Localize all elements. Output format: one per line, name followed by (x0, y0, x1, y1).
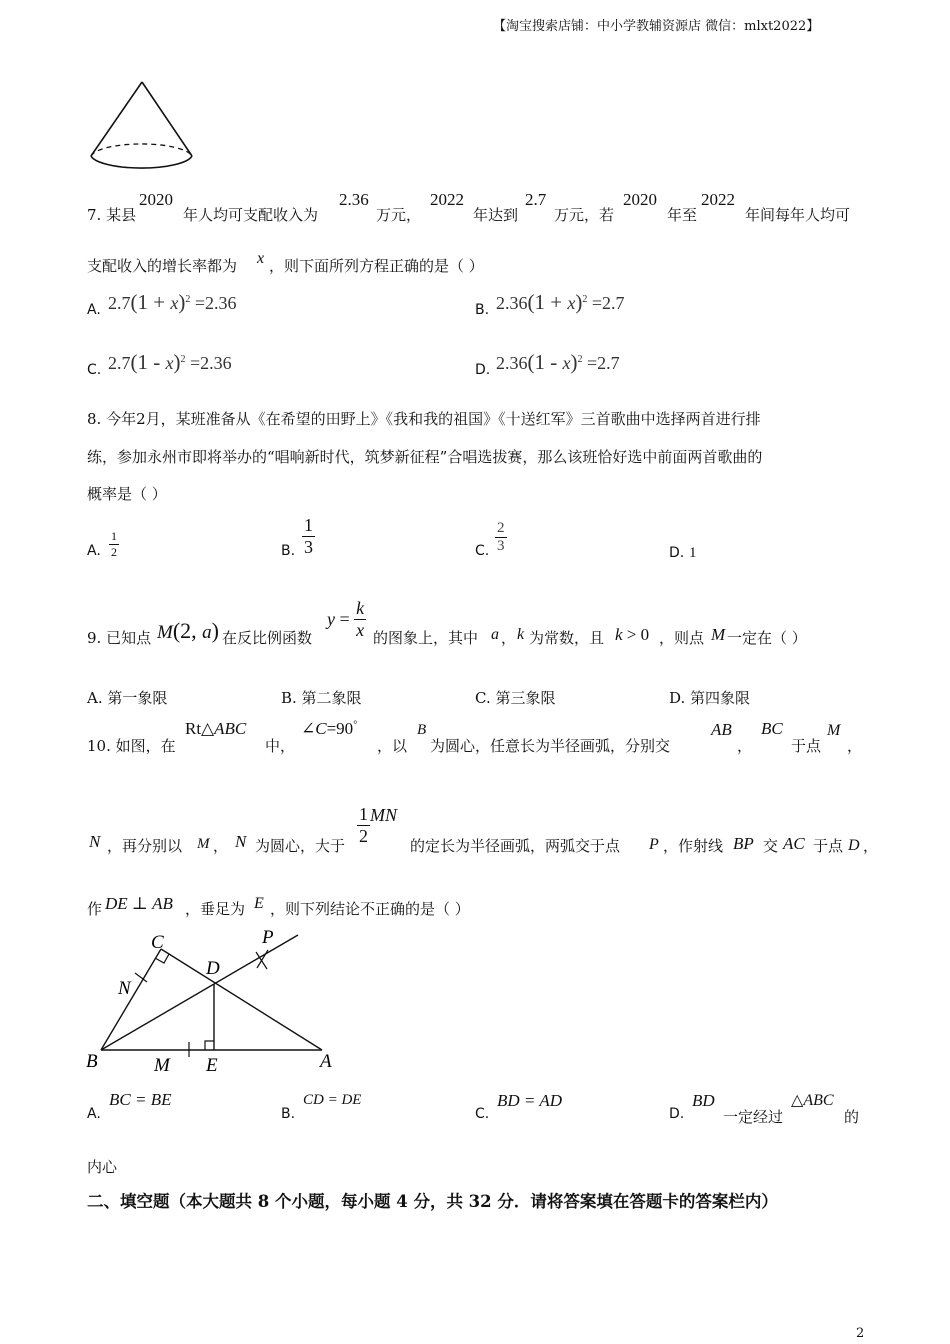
q10-text: 交 (763, 837, 779, 855)
option-expr: $2.36(1 + x)^2 =2.7$ (496, 290, 625, 314)
q10-text: ，以 (377, 737, 408, 755)
q7-value: 2.36 (339, 190, 369, 209)
q10-var: N (89, 832, 101, 851)
q10-text: ， (737, 737, 753, 755)
q10-var: BP (733, 834, 754, 853)
q7-text: ，则下面所列方程正确的是（ ） (269, 257, 484, 275)
q10-text: 10. 如图，在 (87, 737, 176, 755)
q9-option-a[interactable]: A. 第一象限 (87, 689, 168, 707)
arc-mark-p2 (257, 950, 268, 968)
q10-text: 的定长为半径画弧，两弧交于点 (410, 837, 621, 855)
q9-function: y = $\frac{k}{x}$ (327, 598, 365, 640)
q10-text: 为圆心，任意长为半径画弧，分别交 (430, 737, 671, 755)
q10-option-d[interactable] (669, 1088, 869, 1124)
q8-option-c[interactable] (475, 518, 635, 565)
q10-angle: ∠C=90° (301, 719, 358, 738)
option-label: A. (87, 1106, 101, 1122)
q10-text: 为圆心，大于 (255, 837, 346, 855)
option-label: D. (475, 362, 491, 378)
option-label: C. (87, 362, 102, 378)
q9-text: 9. 已知点 (87, 629, 152, 647)
q10-var: D (848, 837, 860, 854)
cone-figure (86, 78, 198, 176)
option-expr: BD (692, 1091, 715, 1110)
label-n: N (118, 978, 131, 999)
q8-line2: 练，参加永州市即将举办的“唱响新时代，筑梦新征程”合唱选拔赛，那么该班恰好选中前面两首歌曲的 (87, 448, 763, 466)
q7-line1 (87, 188, 877, 228)
q10-half-mn: $\frac{1}{2}$ MN (359, 804, 397, 846)
q9-option-d[interactable]: D. 第四象限 (669, 689, 751, 707)
option-expr: $2.7(1 + x)^2 =2.36$ (108, 290, 237, 314)
label-b: B (86, 1051, 98, 1072)
q7-text: 年至 (667, 206, 698, 224)
q10-var: B (417, 722, 427, 738)
q10-line3 (87, 890, 687, 920)
q7-value: 2.7 (525, 190, 547, 209)
option-expr: 2.7(1 - x)$^2$ =2.36 (108, 350, 232, 374)
q9-condition: k > 0 (615, 625, 650, 644)
q9-text: ，则点 (659, 629, 705, 647)
q9-line (87, 598, 877, 654)
q7-option-b[interactable] (475, 290, 835, 322)
option-label: B. (281, 543, 296, 559)
option-text: 的 (844, 1108, 860, 1126)
q7-year: 2022 (430, 190, 464, 209)
option-expr: BC = BE (109, 1090, 172, 1109)
option-label: B. (475, 302, 490, 318)
q9-var: a (491, 626, 499, 643)
section-title: 二、填空题（本大题共 8 个小题，每小题 4 分，共 32 分．请将答案填在答题卡的答案栏内） (87, 1192, 778, 1211)
q9-var: k (517, 626, 525, 643)
triangle-figure (84, 926, 332, 1076)
q10-var: N (235, 832, 247, 851)
cone-base-front (91, 156, 192, 168)
right-angle-e (205, 1041, 214, 1050)
option-label: D. (669, 1106, 685, 1122)
option-expr: 2.36(1 - x)$^2$ =2.7 (496, 350, 620, 374)
page-header: 【淘宝搜索店铺：中小学教辅资源店 微信：mlxt2022】 (493, 19, 820, 34)
option-label: D. (669, 545, 685, 561)
q10-var: AC (783, 834, 805, 853)
q7-text: 万元， (376, 206, 422, 224)
q10-triangle: Rt△ABC (185, 719, 247, 738)
q10-option-b[interactable] (281, 1090, 461, 1124)
q8-option-d[interactable] (669, 543, 789, 563)
q7-year: 2022 (701, 190, 735, 209)
q7-line2 (87, 250, 687, 274)
q7-option-a[interactable] (87, 290, 447, 322)
q7-option-d[interactable] (475, 350, 835, 382)
q9-option-c[interactable]: C. 第三象限 (475, 689, 556, 707)
q10-line1 (87, 716, 877, 756)
q9-text: ， (501, 629, 517, 647)
q7-var-x: x (257, 250, 265, 267)
option-label: A. (87, 543, 101, 559)
segment-bc (101, 949, 161, 1050)
fraction: $\frac{1}{2}$ (111, 529, 117, 559)
option-label: C. (475, 543, 490, 559)
segment-ca (161, 949, 322, 1050)
q7-text: 万元，若 (554, 206, 615, 224)
q10-text: ，垂足为 (185, 900, 246, 918)
q8-option-b[interactable] (281, 515, 441, 565)
q10-var: AB (711, 720, 732, 739)
fraction: $\frac{1}{3}$ (304, 515, 313, 557)
q9-option-b[interactable]: B. 第二象限 (281, 689, 362, 707)
q7-text: 支配收入的增长率都为 (87, 257, 238, 275)
q7-text: 年达到 (473, 206, 519, 224)
q10-text: 于点 (791, 737, 822, 755)
q7-text: 7. 某县 (87, 206, 137, 224)
label-m: M (154, 1055, 170, 1076)
cone-left-edge (91, 82, 142, 156)
q7-option-c[interactable] (87, 350, 447, 382)
cone-right-edge (142, 82, 192, 156)
q10-var: P (649, 836, 659, 853)
q9-point: M(2, a) (157, 618, 219, 643)
q9-var: M (711, 625, 726, 644)
label-d: D (206, 958, 220, 979)
option-expr: BD = AD (497, 1091, 562, 1110)
cone-base-back (91, 144, 192, 156)
q7-text: 年人均可支配收入为 (183, 206, 319, 224)
q10-text: 作 (87, 900, 103, 918)
label-c: C (151, 932, 164, 953)
q10-line2 (87, 804, 887, 860)
q8-option-a[interactable] (87, 525, 247, 565)
option-label: C. (475, 1106, 490, 1122)
q7-year: 2020 (623, 190, 657, 209)
q10-option-c[interactable] (475, 1090, 655, 1124)
option-expr: CD = DE (303, 1092, 362, 1108)
option-label: A. (87, 302, 101, 318)
q10-option-d-cont: 内心 (87, 1158, 118, 1176)
label-a: A (320, 1051, 332, 1072)
label-p: P (262, 927, 274, 948)
q7-year: 2020 (139, 190, 173, 209)
label-e: E (206, 1055, 218, 1076)
page-number: 2 (856, 1326, 865, 1341)
option-label: B. (281, 1106, 296, 1122)
q10-text: ， (863, 837, 879, 855)
q10-text: ，作射线 (663, 837, 724, 855)
q10-text: ，则下列结论不正确的是（ ） (270, 900, 470, 918)
q10-var: BC (761, 719, 783, 738)
fraction: $\frac{2}{3}$ (497, 520, 505, 554)
q10-var: E (254, 895, 264, 912)
q10-option-a[interactable] (87, 1090, 267, 1124)
q8-line3: 概率是（ ） (87, 485, 167, 503)
q10-var: M (197, 836, 210, 852)
q9-text: 一定在（ ） (727, 629, 807, 647)
q10-text: 中， (265, 737, 296, 755)
option-text: 一定经过 (723, 1108, 784, 1126)
option-triangle: △ABC (791, 1092, 834, 1109)
option-value: 1 (689, 545, 697, 561)
q10-text: ， (847, 737, 863, 755)
q10-text: 于点 (813, 837, 844, 855)
q9-text: 在反比例函数 (222, 629, 313, 647)
q10-var: M (827, 722, 841, 739)
q10-perp: DE ⊥ AB (105, 894, 173, 913)
q10-text: ，再分别以 (107, 837, 183, 855)
q8-line1: 8. 今年2月，某班准备从《在希望的田野上》《我和我的祖国》《十送红军》三首歌曲中选择两首进行排 (87, 410, 761, 428)
q9-text: 为常数，且 (529, 629, 605, 647)
q9-text: 的图象上，其中 (373, 629, 479, 647)
q7-text: 年间每年人均可 (745, 206, 851, 224)
q10-text: ， (213, 837, 229, 855)
